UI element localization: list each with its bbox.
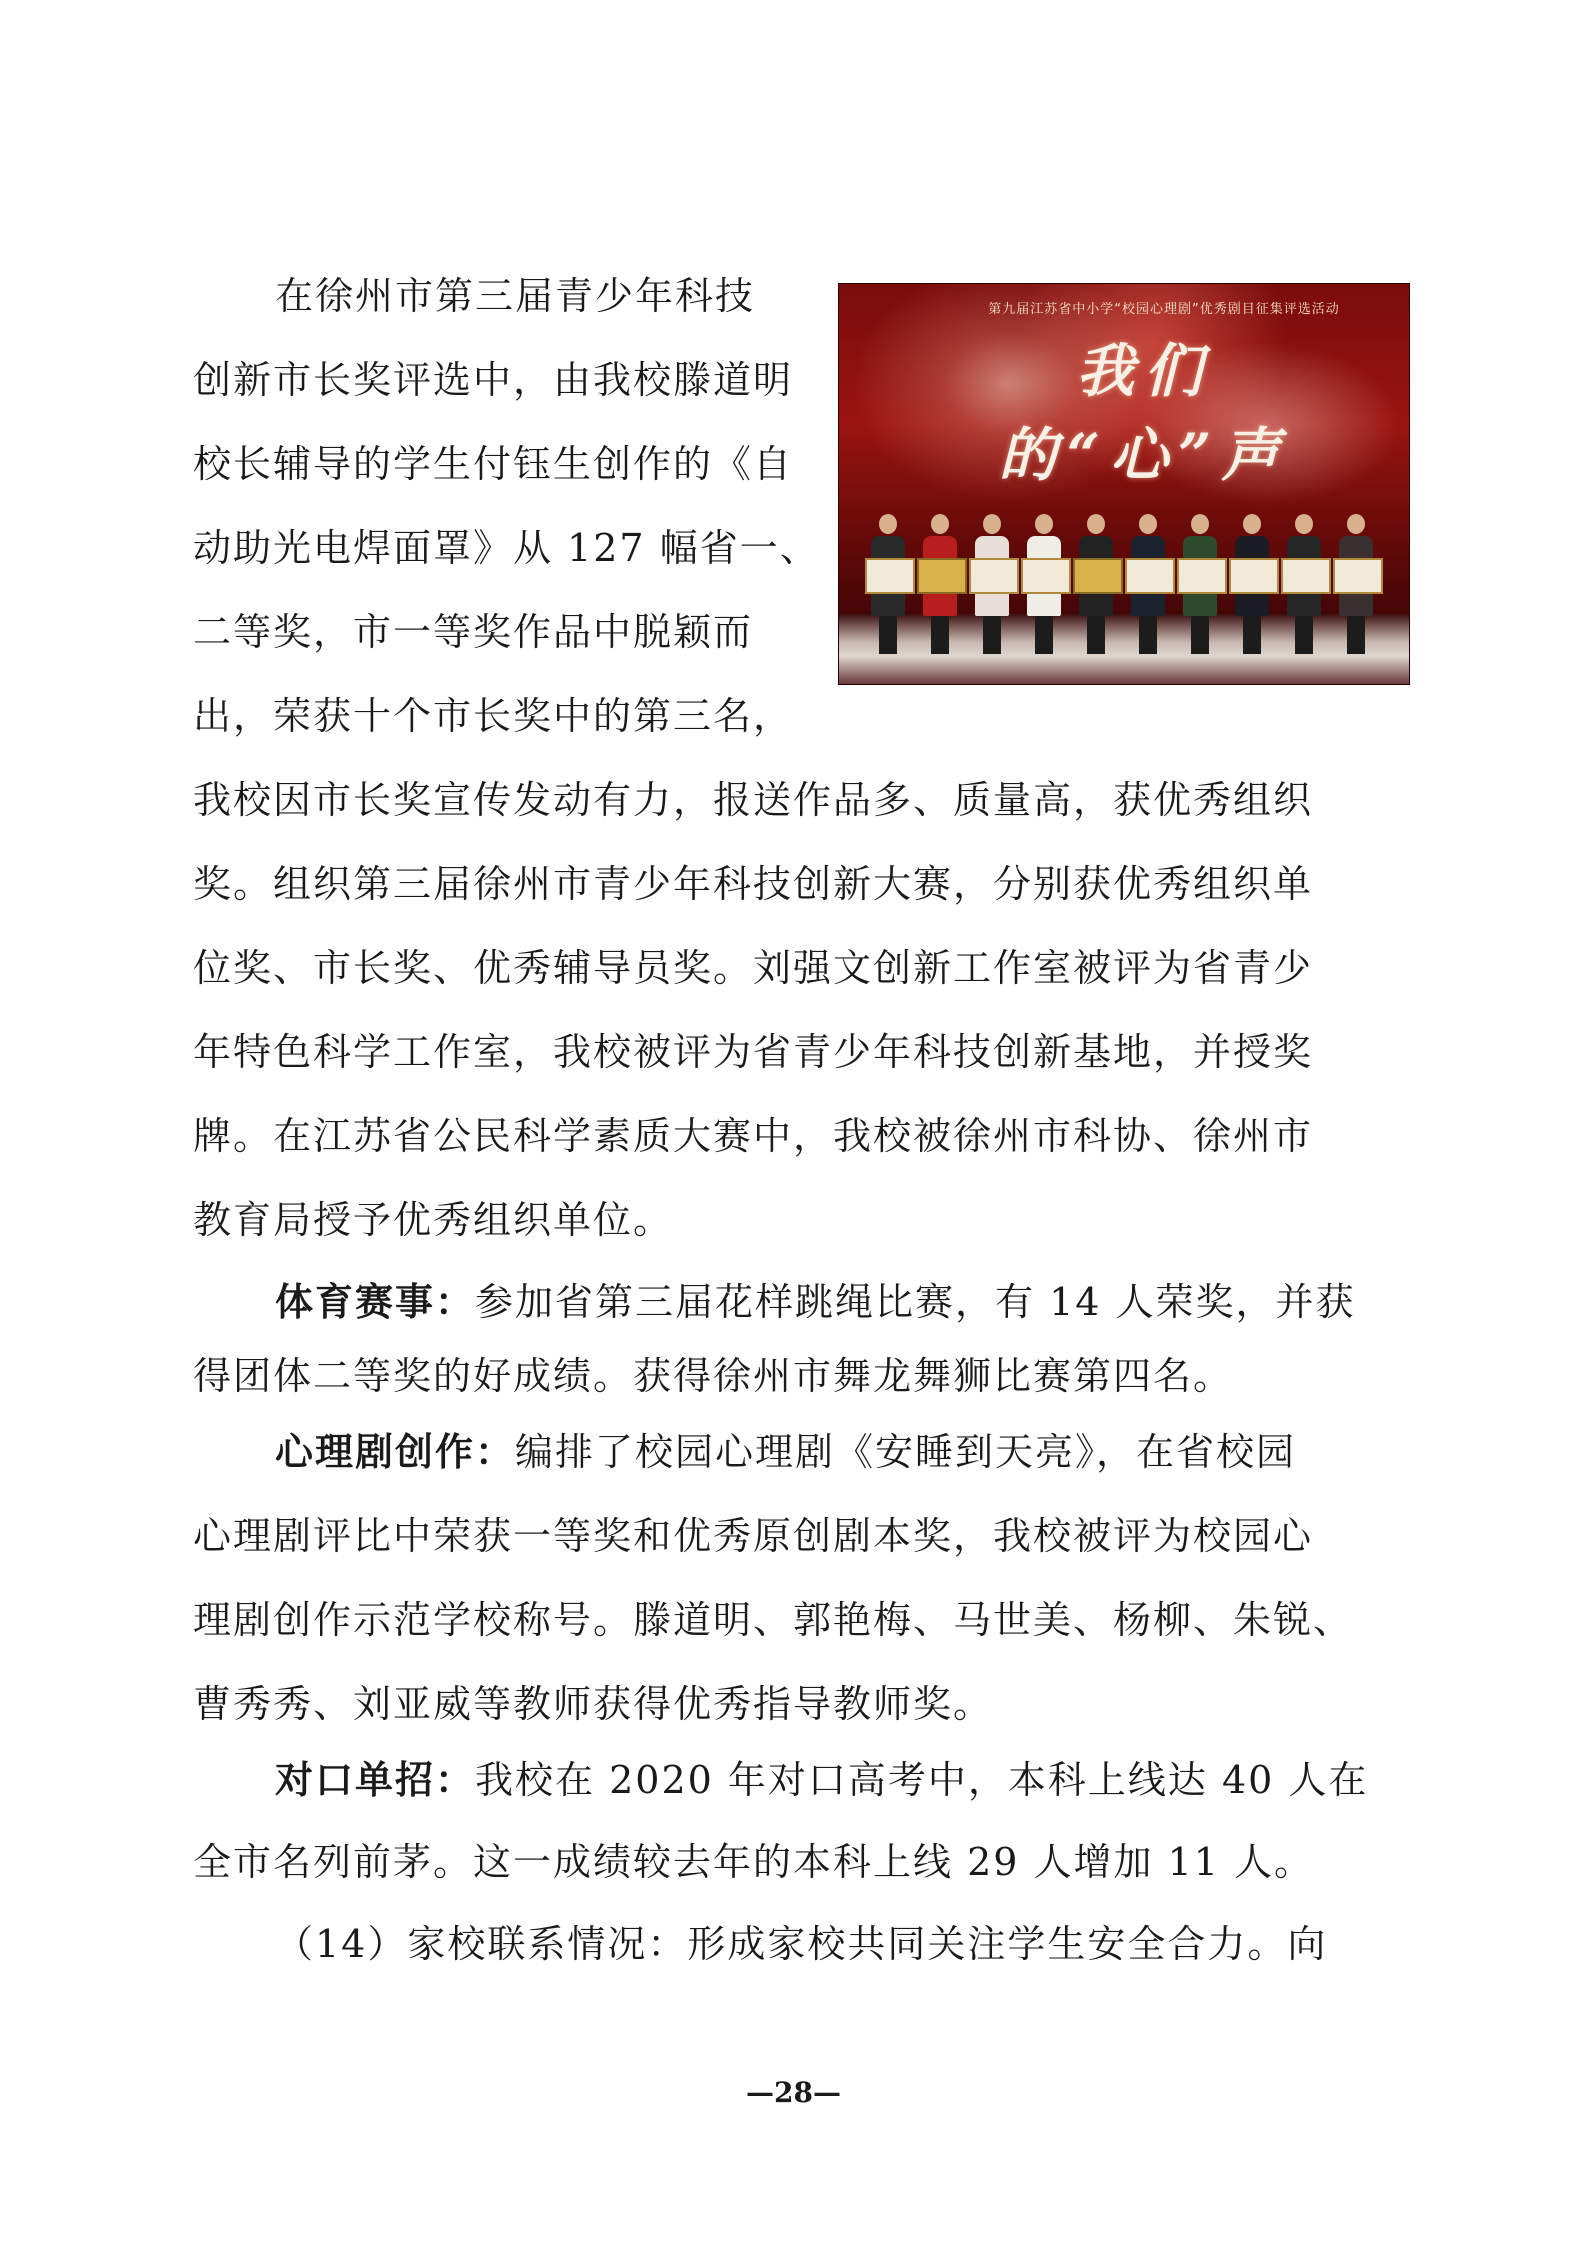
paragraph-line: 曹秀秀、刘亚威等教师获得优秀指导教师奖。 [193,1682,994,1726]
paragraph-line: 年特色科学工作室，我校被评为省青少年科技创新基地，并授奖 [193,1030,1314,1074]
paragraph-line: 二等奖，市一等奖作品中脱颖而 [193,610,754,654]
paragraph-line: 全市名列前茅。这一成绩较去年的本科上线 29 人增加 11 人。 [193,1840,1315,1884]
award-recipient [871,514,905,654]
award-recipient [1183,514,1217,654]
admission-paragraph-line [275,1738,1399,1822]
award-recipient [1339,514,1373,654]
paragraph-line: 奖。组织第三届徐州市青少年科技创新大赛，分别获优秀组织单 [193,862,1314,906]
paragraph-line: 我校因市长奖宣传发动有力，报送作品多、质量高，获优秀组织 [193,778,1314,822]
paragraph-line: 位奖、市长奖、优秀辅导员奖。刘强文创新工作室被评为省青少 [193,946,1314,990]
award-recipient [1079,514,1113,654]
award-recipient [975,514,1009,654]
photo-banner-subtitle: 第九届江苏省中小学“校园心理剧”优秀剧目征集评选活动 [988,302,1340,317]
award-recipient [1235,514,1269,654]
award-recipient [1287,514,1321,654]
paragraph-line: 出，荣获十个市长奖中的第三名， [193,694,794,738]
drama-text: 编排了校园心理剧《安睡到天亮》，在省校园 [515,1430,1297,1474]
paragraph-line: 理剧创作示范学校称号。滕道明、郭艳梅、马世美、杨柳、朱锐、 [193,1598,1354,1642]
paragraph-line: 校长辅导的学生付钰生创作的《自 [193,442,794,486]
drama-paragraph-line [275,1410,1399,1494]
sports-text: 参加省第三届花样跳绳比赛，有 14 人荣奖，并获 [475,1280,1356,1324]
photo-banner-title: 我们的“心”声 [998,337,1290,489]
drama-heading: 心理剧创作： [275,1430,516,1474]
award-recipient [1131,514,1165,654]
paragraph-line: 动助光电焊面罩》从 127 幅省一、 [193,526,820,570]
paragraph-line: 在徐州市第三届青少年科技 [275,274,756,318]
award-recipient [1027,514,1061,654]
admission-text: 我校在 2020 年对口高考中，本科上线达 40 人在 [475,1758,1369,1802]
paragraph-line: （14）家校联系情况：形成家校共同关注学生安全合力。向 [275,1922,1328,1966]
sports-heading: 体育赛事： [275,1280,476,1324]
paragraph-line: 创新市长奖评选中，由我校滕道明 [193,358,794,402]
sports-paragraph-line [275,1260,1399,1344]
page-number: —28— [746,2076,841,2109]
award-recipient [923,514,957,654]
award-ceremony-photo [838,283,1410,685]
paragraph-line: 教育局授予优秀组织单位。 [193,1198,674,1242]
paragraph-line: 心理剧评比中荣获一等奖和优秀原创剧本奖，我校被评为校园心 [193,1514,1314,1558]
paragraph-line: 牌。在江苏省公民科学素质大赛中，我校被徐州市科协、徐州市 [193,1114,1314,1158]
paragraph-line: 得团体二等奖的好成绩。获得徐州市舞龙舞狮比赛第四名。 [193,1354,1234,1398]
admission-heading: 对口单招： [275,1758,476,1802]
